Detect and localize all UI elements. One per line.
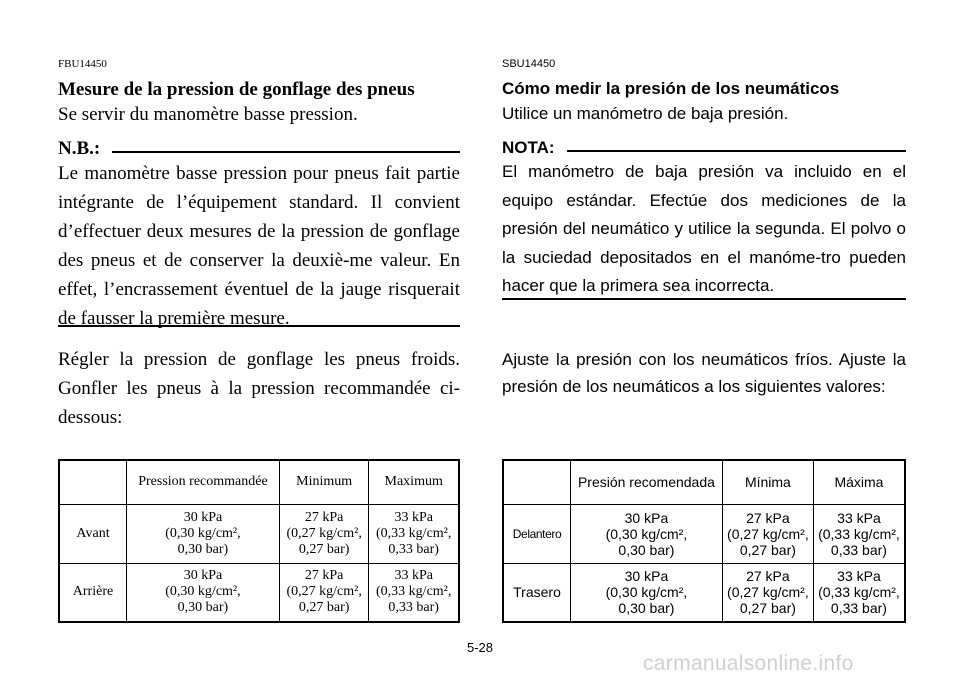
table-cell (571, 563, 723, 622)
cell-line: 27 kPa (746, 509, 790, 526)
cell-line: (0,33 kg/cm², (376, 584, 452, 600)
table-cell (722, 563, 813, 622)
table-row (503, 563, 905, 622)
table-cell (127, 504, 280, 563)
cell-line: (0,30 kg/cm², (605, 525, 688, 542)
adjust-text: Ajuste la presión con los neumáticos fríos. Ajuste la presión de los neumáticos a los siguientes valores: (502, 350, 906, 396)
table-header-cell (503, 460, 571, 504)
cell-line: 0,30 bar) (177, 541, 229, 557)
cell-line: 27 kPa (746, 568, 790, 585)
section-code: SBU14450 (502, 58, 556, 70)
cell-line: (0,33 kg/cm², (376, 525, 452, 541)
table-cell (571, 504, 723, 563)
table-header-row (59, 460, 459, 504)
cell-line: 0,33 bar) (388, 541, 439, 557)
table-cell (813, 563, 905, 622)
table-header-cell: Minimum (279, 460, 368, 504)
cell-line: 0,33 bar) (830, 541, 887, 558)
table-row (59, 563, 459, 622)
table-header-cell: Mínima (722, 460, 813, 504)
intro-text: Utilice un manómetro de baja presión. (502, 104, 789, 123)
row-label: Avant (59, 504, 127, 563)
table-header-row (503, 460, 905, 504)
row-label: Delantero (503, 504, 571, 563)
table-cell (127, 563, 280, 622)
note-text: Le manomètre basse pression pour pneus fait partie intégrante de l’équipement standard. Il convient d’effectuer deux mesures de la pression de gonflage des pneus et de conserver la deuxiè-me valeur. En effet, l’encrassement éventuel de la jauge risquerait de fausser la première mesure. (58, 163, 460, 329)
note-rule (112, 151, 460, 153)
cell-line: (0,27 kg/cm², (286, 584, 362, 600)
cell-line: (0,30 kg/cm², (165, 584, 241, 600)
table-cell (279, 563, 368, 622)
table-cell (369, 504, 459, 563)
pressure-table (58, 459, 460, 623)
row-label: Trasero (503, 563, 571, 622)
table-cell (722, 504, 813, 563)
cell-line: 27 kPa (304, 509, 344, 525)
cell-line: 30 kPa (183, 509, 223, 525)
pressure-table (502, 459, 906, 623)
cell-line: 0,27 bar) (739, 541, 796, 558)
table-header-cell: Maximum (369, 460, 459, 504)
cell-line: 0,30 bar) (618, 600, 675, 617)
note-end-rule (502, 298, 906, 300)
cell-line: 33 kPa (394, 568, 433, 584)
cell-line: (0,27 kg/cm², (727, 584, 809, 601)
section-title: Mesure de la pression de gonflage des pneus (58, 79, 415, 100)
table-cell (279, 504, 368, 563)
table-row (503, 504, 905, 563)
intro-text: Se servir du manomètre basse pression. (58, 104, 358, 125)
section-code: FBU14450 (58, 58, 107, 70)
section-title: Cómo medir la presión de los neumáticos (502, 79, 840, 98)
cell-line: 30 kPa (183, 568, 223, 584)
cell-line: (0,27 kg/cm², (727, 525, 809, 542)
cell-line: 0,27 bar) (298, 600, 350, 616)
cell-line: 33 kPa (837, 568, 881, 585)
cell-line: (0,27 kg/cm², (286, 525, 362, 541)
note-header (502, 138, 906, 158)
cell-line: 30 kPa (624, 568, 669, 585)
cell-line: (0,33 kg/cm², (818, 525, 900, 542)
note-end-rule (58, 325, 460, 327)
note-rule (567, 150, 906, 152)
row-label: Arrière (59, 563, 127, 622)
adjust-text: Régler la pression de gonflage les pneus froids. Gonfler les pneus à la pression recommandée ci-dessous: (58, 349, 460, 428)
table-header-cell: Máxima (813, 460, 905, 504)
cell-line: (0,30 kg/cm², (605, 584, 688, 601)
page-number: 5-28 (466, 640, 494, 655)
table-header-cell: Pression recommandée (127, 460, 280, 504)
cell-line: 33 kPa (394, 509, 433, 525)
cell-line: 0,27 bar) (298, 541, 350, 557)
cell-line: 0,27 bar) (739, 600, 796, 617)
cell-line: 30 kPa (624, 509, 669, 526)
note-text: El manómetro de baja presión va incluido en el equipo estándar. Efectúe dos mediciones de la presión del neumático y utilice la segunda. El polvo o la suciedad depositados en el manóme-tro pueden hacer que la primera sea incorrecta. (502, 162, 906, 295)
note-header (58, 138, 460, 160)
note-label: N.B.: (58, 138, 101, 159)
cell-line: 0,33 bar) (388, 600, 439, 616)
cell-line: (0,30 kg/cm², (165, 525, 241, 541)
cell-line: 0,33 bar) (830, 600, 887, 617)
cell-line: 33 kPa (837, 509, 881, 526)
table-cell (813, 504, 905, 563)
table-row (59, 504, 459, 563)
watermark: carmanualsonline.info (643, 652, 854, 675)
cell-line: 0,30 bar) (177, 600, 229, 616)
cell-line: 0,30 bar) (618, 541, 675, 558)
note-label: NOTA: (502, 138, 555, 157)
cell-line: 27 kPa (304, 568, 344, 584)
table-header-cell (59, 460, 127, 504)
table-header-cell: Presión recomendada (571, 460, 723, 504)
cell-line: (0,33 kg/cm², (818, 584, 900, 601)
table-cell (369, 563, 459, 622)
